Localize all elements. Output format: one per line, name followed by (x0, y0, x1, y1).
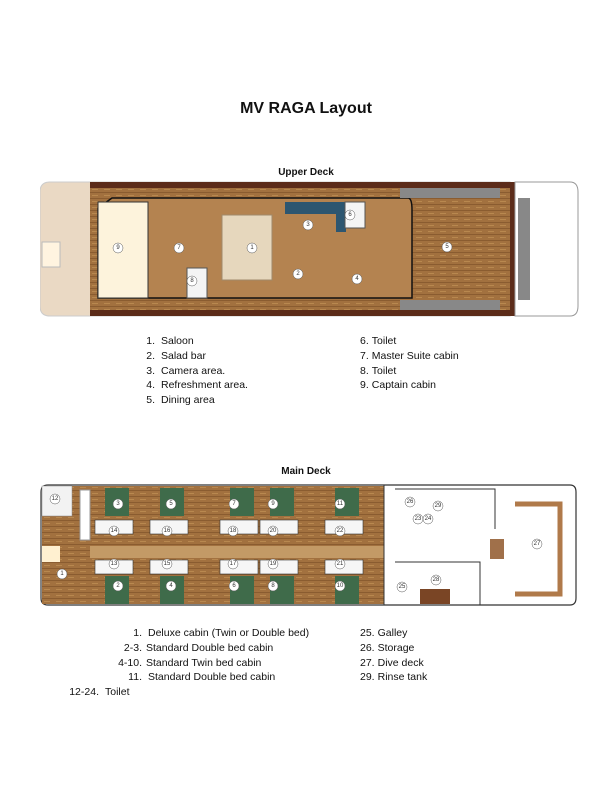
legend-item: 27. Dive deck (360, 656, 424, 669)
upper-deck-plan (40, 180, 580, 320)
room-number: 23 (414, 516, 422, 522)
room-number: 2 (116, 583, 120, 589)
room-number: 3 (116, 501, 120, 507)
svg-text:6: 6 (348, 212, 352, 218)
upper-deck-legend-left (143, 334, 248, 408)
room-number: 12 (51, 496, 59, 502)
room-number: 22 (336, 528, 344, 534)
room-number: 4 (169, 583, 173, 589)
room-number: 5 (169, 501, 173, 507)
svg-text:4: 4 (355, 276, 359, 282)
svg-text:5: 5 (445, 244, 449, 250)
room-number: 18 (229, 528, 237, 534)
main-deck-heading: Main Deck (281, 466, 331, 477)
legend-item: 26. Storage (360, 641, 415, 654)
room-number: 28 (432, 577, 440, 583)
svg-text:8: 8 (190, 278, 194, 284)
svg-text:7: 7 (177, 245, 181, 251)
legend-item: 2. Salad bar (146, 349, 206, 362)
room-number: 8 (271, 583, 275, 589)
room-number: 24 (424, 516, 432, 522)
room-number: 20 (269, 528, 277, 534)
room-number: 13 (110, 561, 118, 567)
legend-item: 29. Rinse tank (360, 671, 428, 684)
legend-item: 3. Camera area. (146, 364, 226, 377)
svg-text:1: 1 (250, 245, 254, 251)
main-deck-legend-left (69, 626, 310, 700)
room-number: 9 (271, 501, 275, 507)
legend-item: 7. Master Suite cabin (360, 349, 459, 362)
legend-item: 25. Galley (360, 627, 408, 639)
page-title: MV RAGA Layout (240, 100, 372, 117)
main-deck-legend-right (360, 626, 427, 685)
room-number: 29 (434, 503, 442, 509)
toilet (260, 560, 298, 574)
room-number: 21 (336, 561, 344, 567)
legend-item: 8. Toilet (360, 364, 397, 377)
room-number: 7 (232, 501, 236, 507)
legend-item: 2-3. Standard Double bed cabin (123, 641, 274, 654)
room-number: 11 (336, 501, 344, 507)
room-number: 19 (269, 561, 277, 567)
svg-text:2: 2 (296, 271, 300, 277)
room-number: 6 (232, 583, 236, 589)
svg-text:9: 9 (116, 245, 120, 251)
legend-item: 4-10. Standard Twin bed cabin (118, 656, 262, 669)
legend-item: 11. Standard Double bed cabin (128, 671, 276, 684)
room-number: 17 (229, 561, 237, 567)
legend-item: 12-24. Toilet (69, 686, 130, 699)
upper-deck-heading: Upper Deck (278, 167, 334, 178)
legend-item: 4. Refreshment area. (146, 379, 248, 392)
room-number: 14 (110, 528, 118, 534)
room-number: 26 (406, 499, 414, 505)
room-number: 16 (163, 528, 171, 534)
room-number: 1 (60, 571, 64, 577)
toilet (220, 520, 258, 534)
legend-item: 1. Saloon (146, 335, 194, 347)
room-number: 15 (163, 561, 171, 567)
toilet (260, 520, 298, 534)
room-number: 27 (533, 541, 541, 547)
legend-item: 1. Deluxe cabin (Twin or Double bed) (133, 627, 310, 639)
legend-item: 9. Captain cabin (360, 379, 436, 392)
room-number: 25 (398, 584, 406, 590)
toilet (220, 560, 258, 574)
svg-text:3: 3 (306, 222, 310, 228)
legend-item: 6. Toilet (360, 335, 397, 347)
upper-deck-legend-right (360, 334, 459, 393)
room-number: 10 (336, 583, 344, 589)
legend-item: 5. Dining area (146, 394, 215, 407)
main-deck-plan (40, 484, 578, 608)
